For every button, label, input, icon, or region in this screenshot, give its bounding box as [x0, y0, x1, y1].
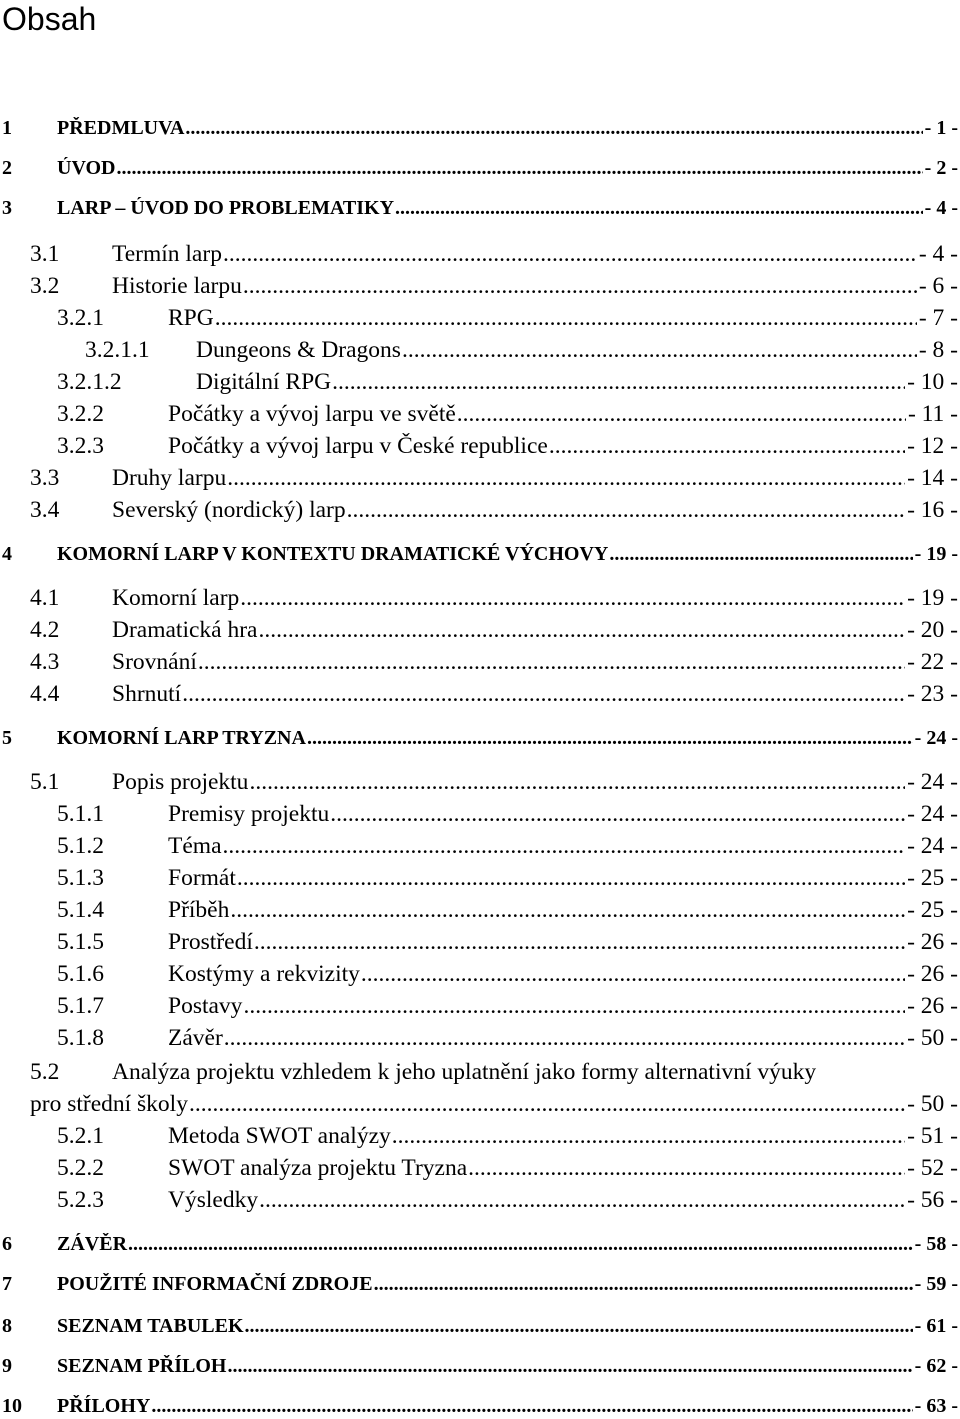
toc-entry-page: - 59 -	[914, 1273, 958, 1295]
toc-entry-page: - 51 -	[907, 1123, 958, 1149]
toc-entry-number: 4.3	[30, 649, 60, 675]
toc-entry-page: - 58 -	[914, 1233, 958, 1255]
toc-entry-title: Počátky a vývoj larpu v České republice	[168, 433, 548, 459]
toc-entry-number: 3.2.1.2	[57, 369, 122, 395]
toc-dot-leader	[395, 197, 923, 220]
toc-entry[interactable]	[0, 117, 960, 141]
toc-dot-leader	[189, 1091, 905, 1118]
toc-dot-leader	[237, 865, 905, 892]
toc-entry[interactable]	[0, 1273, 960, 1297]
toc-dot-leader	[117, 157, 923, 180]
toc-entry[interactable]	[0, 1123, 960, 1153]
toc-dot-leader	[254, 929, 905, 956]
toc-entry-page: - 26 -	[907, 993, 958, 1019]
toc-entry-number: 9	[2, 1355, 12, 1377]
toc-entry-number: 4	[2, 543, 12, 565]
toc-entry-number: 5.1.4	[57, 897, 104, 923]
toc-entry-page: - 6 -	[918, 273, 958, 299]
toc-entry-title: Premisy projektu	[168, 801, 330, 827]
toc-entry-title: Postavy	[168, 993, 243, 1019]
toc-entry-page: - 63 -	[914, 1395, 958, 1417]
toc-dot-leader	[249, 769, 905, 796]
toc-entry[interactable]	[0, 961, 960, 991]
toc-dot-leader	[374, 1273, 913, 1296]
toc-entry-title: Prostředí	[168, 929, 253, 955]
toc-entry-number: 5.2.3	[57, 1187, 104, 1213]
toc-dot-leader	[609, 543, 912, 566]
toc-entry[interactable]	[0, 337, 960, 367]
page-title: Obsah	[2, 1, 97, 37]
toc-entry-page: - 62 -	[914, 1355, 958, 1377]
toc-entry-title: Termín larp	[112, 241, 222, 267]
toc-entry-number: 5.1.7	[57, 993, 104, 1019]
toc-entry[interactable]	[0, 273, 960, 303]
toc-entry-page: - 24 -	[907, 801, 958, 827]
toc-entry-page: - 52 -	[907, 1155, 958, 1181]
toc-entry[interactable]	[0, 1315, 960, 1339]
toc-entry[interactable]	[0, 1155, 960, 1185]
toc-dot-leader	[227, 465, 905, 492]
toc-entry-page: - 1 -	[924, 117, 958, 139]
toc-entry-title: Počátky a vývoj larpu ve světě	[168, 401, 456, 427]
toc-dot-leader	[240, 585, 905, 612]
toc-entry-title: Dungeons & Dragons	[196, 337, 401, 363]
toc-dot-leader	[223, 833, 906, 860]
toc-entry-title: LARP – ÚVOD DO PROBLEMATIKY	[57, 197, 395, 219]
toc-entry-number: 10	[2, 1395, 22, 1417]
toc-entry[interactable]	[0, 833, 960, 863]
toc-dot-leader	[347, 497, 905, 524]
toc-entry-page: - 23 -	[907, 681, 958, 707]
toc-entry-title: Závěr	[168, 1025, 223, 1051]
toc-entry[interactable]	[0, 369, 960, 399]
toc-entry-title: Shrnutí	[112, 681, 182, 707]
toc-entry-number: 3.1	[30, 241, 60, 267]
toc-entry-page: - 24 -	[907, 833, 958, 859]
toc-entry-page: - 20 -	[907, 617, 958, 643]
toc-entry-number: 5.1	[30, 769, 60, 795]
toc-entry-title: SEZNAM PŘÍLOH	[57, 1355, 227, 1377]
toc-entry-number: 4.4	[30, 681, 60, 707]
toc-entry-number: 7	[2, 1273, 12, 1295]
toc-entry-number: 3.4	[30, 497, 60, 523]
toc-entry[interactable]	[0, 305, 960, 335]
toc-entry-title: POUŽITÉ INFORMAČNÍ ZDROJE	[57, 1273, 373, 1295]
toc-dot-leader	[259, 617, 906, 644]
toc-entry-title: Digitální RPG	[196, 369, 332, 395]
toc-entry-page: - 61 -	[914, 1315, 958, 1337]
toc-entry[interactable]	[0, 197, 960, 221]
toc-entry-title: Historie larpu	[112, 273, 242, 299]
toc-entry-number: 3	[2, 197, 12, 219]
toc-entry-page: - 50 -	[907, 1025, 958, 1051]
toc-entry-page: - 25 -	[907, 897, 958, 923]
toc-entry-number: 5	[2, 727, 12, 749]
toc-dot-leader	[361, 961, 905, 988]
toc-entry[interactable]	[0, 401, 960, 431]
toc-entry-page: - 19 -	[914, 543, 958, 565]
toc-entry[interactable]	[0, 681, 960, 711]
toc-entry-title: Formát	[168, 865, 236, 891]
toc-entry-title: Analýza projektu vzhledem k jeho uplatnění jako formy alternativní výuky	[112, 1059, 817, 1085]
toc-entry-title: PŘÍLOHY	[57, 1395, 151, 1417]
toc-entry[interactable]	[0, 241, 960, 271]
toc-entry[interactable]	[0, 1233, 960, 1257]
toc-entry-title: pro střední školy	[30, 1091, 188, 1117]
toc-entry-title: Kostýmy a rekvizity	[168, 961, 360, 987]
toc-entry-page: - 24 -	[907, 769, 958, 795]
toc-entry-number: 8	[2, 1315, 12, 1337]
toc-entry-page: - 50 -	[907, 1091, 958, 1117]
toc-entry[interactable]	[0, 993, 960, 1023]
toc-entry-page: - 26 -	[907, 929, 958, 955]
toc-entry-page: - 14 -	[907, 465, 958, 491]
toc-dot-leader	[307, 727, 913, 750]
toc-entry-number: 3.3	[30, 465, 60, 491]
toc-dot-leader	[215, 305, 917, 332]
toc-entry-title: Druhy larpu	[112, 465, 227, 491]
toc-entry-title: Severský (nordický) larp	[112, 497, 346, 523]
toc-entry-title: Srovnání	[112, 649, 197, 675]
toc-dot-leader	[245, 1315, 913, 1338]
toc-entry-title: RPG	[168, 305, 214, 331]
toc-entry-page: - 22 -	[907, 649, 958, 675]
toc-entry[interactable]	[0, 585, 960, 615]
toc-entry-number: 3.2.1.1	[85, 337, 150, 363]
toc-dot-leader	[224, 1025, 905, 1052]
toc-entry-number: 5.2	[30, 1059, 60, 1085]
toc-entry-page: - 2 -	[924, 157, 958, 179]
toc-entry-title: Výsledky	[168, 1187, 259, 1213]
toc-entry-title: SEZNAM TABULEK	[57, 1315, 244, 1337]
toc-entry[interactable]	[0, 801, 960, 831]
toc-dot-leader	[128, 1233, 913, 1256]
toc-entry-page: - 12 -	[907, 433, 958, 459]
toc-entry[interactable]	[0, 497, 960, 527]
toc-dot-leader	[549, 433, 905, 460]
toc-dot-leader	[243, 273, 917, 300]
toc-entry-title: SWOT analýza projektu Tryzna	[168, 1155, 468, 1181]
toc-dot-leader	[198, 649, 905, 676]
toc-entry-title: Metoda SWOT analýzy	[168, 1123, 391, 1149]
toc-entry[interactable]	[0, 1355, 960, 1379]
toc-dot-leader	[185, 117, 922, 140]
toc-entry-title: KOMORNÍ LARP TRYZNA	[57, 727, 306, 749]
toc-entry[interactable]	[0, 157, 960, 181]
toc-dot-leader	[151, 1395, 912, 1418]
toc-entry-number: 5.1.3	[57, 865, 104, 891]
toc-entry-title: Popis projektu	[112, 769, 249, 795]
toc-dot-leader	[243, 993, 905, 1020]
toc-entry[interactable]	[0, 929, 960, 959]
toc-dot-leader	[182, 681, 905, 708]
toc-dot-leader	[227, 1355, 912, 1378]
toc-entry-number: 6	[2, 1233, 12, 1255]
toc-entry-title: KOMORNÍ LARP V KONTEXTU DRAMATICKÉ VÝCHOVY	[57, 543, 609, 565]
toc-entry[interactable]	[0, 433, 960, 463]
toc-dot-leader	[402, 337, 917, 364]
toc-entry-number: 3.2.1	[57, 305, 104, 331]
toc-entry[interactable]	[0, 1395, 960, 1419]
toc-dot-leader	[259, 1187, 905, 1214]
toc-entry[interactable]	[0, 465, 960, 495]
toc-entry-number: 3.2.2	[57, 401, 104, 427]
toc-dot-leader	[392, 1123, 905, 1150]
toc-entry-title: ÚVOD	[57, 157, 116, 179]
toc-entry-page: - 26 -	[907, 961, 958, 987]
toc-dot-leader	[457, 401, 906, 428]
toc-entry-number: 3.2	[30, 273, 60, 299]
toc-entry[interactable]	[0, 727, 960, 751]
toc-entry[interactable]	[0, 897, 960, 927]
toc-entry[interactable]	[0, 1091, 960, 1121]
toc-entry-number: 5.1.1	[57, 801, 104, 827]
toc-entry-page: - 16 -	[907, 497, 958, 523]
toc-entry-number: 3.2.3	[57, 433, 104, 459]
toc-entry[interactable]	[0, 543, 960, 567]
toc-entry-number: 5.1.8	[57, 1025, 104, 1051]
toc-entry-title: Komorní larp	[112, 585, 240, 611]
toc-entry-page: - 19 -	[907, 585, 958, 611]
toc-dot-leader	[230, 897, 905, 924]
toc-entry-page: - 11 -	[907, 401, 958, 427]
toc-entry-number: 5.1.5	[57, 929, 104, 955]
toc-entry-title: ZÁVĚR	[57, 1233, 128, 1255]
toc-entry-page: - 25 -	[907, 865, 958, 891]
toc-entry-page: - 56 -	[907, 1187, 958, 1213]
toc-entry-page: - 8 -	[918, 337, 958, 363]
toc-dot-leader	[223, 241, 917, 268]
toc-entry-number: 2	[2, 157, 12, 179]
toc-entry-title: Dramatická hra	[112, 617, 258, 643]
toc-entry-title: Příběh	[168, 897, 230, 923]
toc-entry[interactable]	[0, 769, 960, 799]
toc-entry-title: PŘEDMLUVA	[57, 117, 185, 139]
toc-entry-page: - 4 -	[918, 241, 958, 267]
toc-entry[interactable]	[0, 865, 960, 895]
toc-entry[interactable]	[0, 1025, 960, 1055]
toc-entry-number: 5.1.6	[57, 961, 104, 987]
toc-entry-number: 4.2	[30, 617, 60, 643]
toc-entry-page: - 7 -	[918, 305, 958, 331]
toc-entry-page: - 4 -	[924, 197, 958, 219]
toc-entry[interactable]	[0, 649, 960, 679]
toc-entry-number: 4.1	[30, 585, 60, 611]
toc-entry-page: - 24 -	[914, 727, 958, 749]
toc-dot-leader	[330, 801, 905, 828]
toc-dot-leader	[332, 369, 905, 396]
toc-entry[interactable]	[0, 1187, 960, 1217]
toc-entry-number: 5.2.1	[57, 1123, 104, 1149]
toc-entry[interactable]	[0, 617, 960, 647]
toc-entry-title: Téma	[168, 833, 222, 859]
toc-entry-number: 5.2.2	[57, 1155, 104, 1181]
toc-entry-page: - 10 -	[907, 369, 958, 395]
toc-entry-number: 5.1.2	[57, 833, 104, 859]
toc-dot-leader	[468, 1155, 905, 1182]
toc-entry-number: 1	[2, 117, 12, 139]
